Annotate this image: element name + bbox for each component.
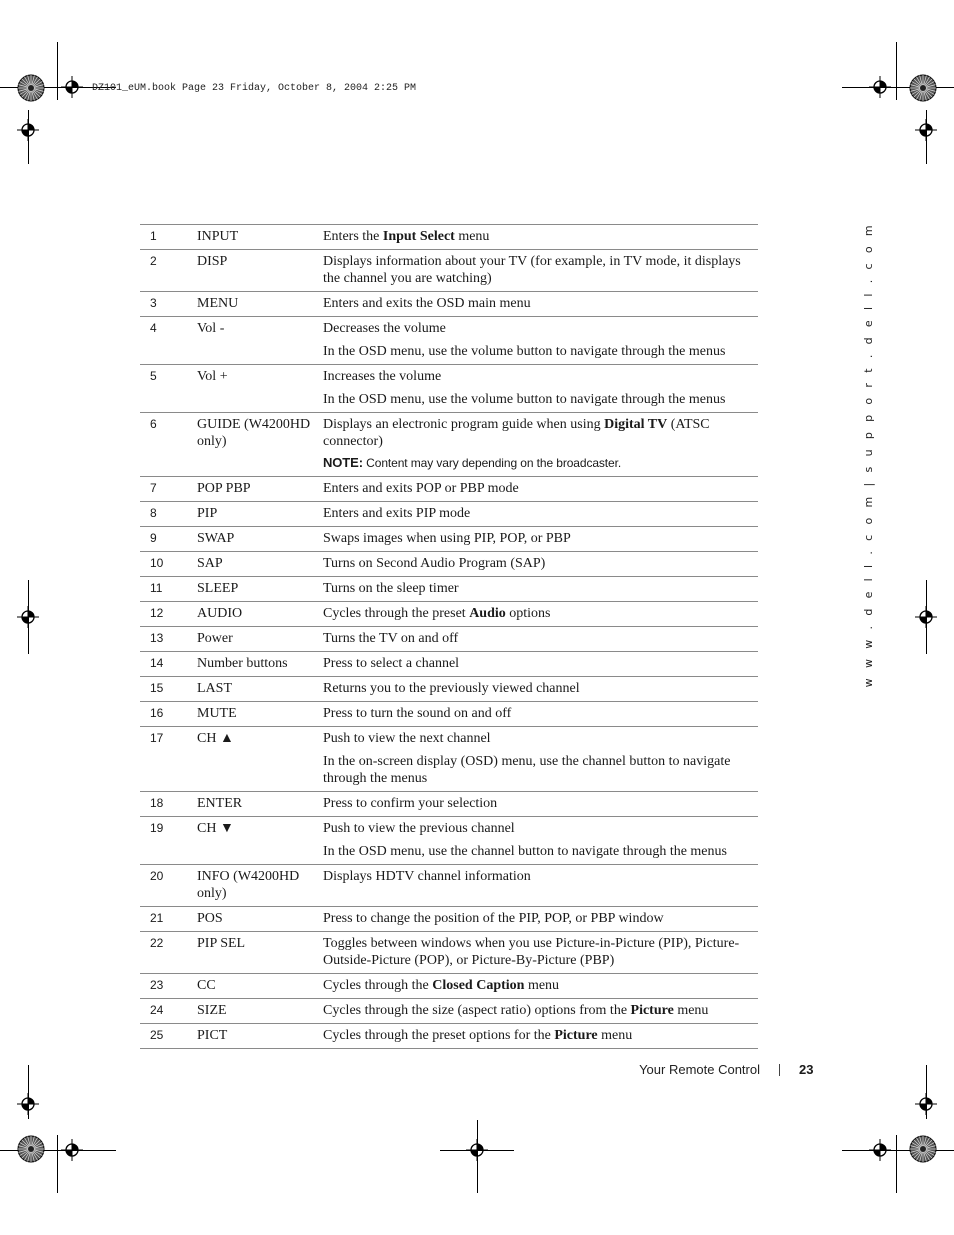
description-paragraph: In the on-screen display (OSD) menu, use the channel button to navigate through the menus bbox=[323, 754, 731, 786]
row-number: 4 bbox=[140, 317, 197, 365]
description-paragraph: Press to change the position of the PIP, POP, or PBP window bbox=[323, 911, 664, 926]
color-rosette-icon bbox=[909, 1135, 937, 1163]
table-row bbox=[140, 292, 758, 317]
button-name: MENU bbox=[197, 292, 323, 317]
table-row bbox=[140, 627, 758, 652]
row-number: 1 bbox=[140, 225, 197, 250]
description-paragraph: Enters the Input Select menu bbox=[323, 229, 490, 244]
row-number: 15 bbox=[140, 677, 197, 702]
button-name: SLEEP bbox=[197, 577, 323, 602]
row-number: 10 bbox=[140, 552, 197, 577]
button-description bbox=[323, 677, 758, 702]
description-paragraph: Enters and exits POP or PBP mode bbox=[323, 481, 519, 496]
table-row bbox=[140, 727, 758, 792]
registration-target-icon bbox=[869, 1139, 891, 1161]
table-row bbox=[140, 1024, 758, 1049]
registration-target-icon bbox=[61, 1139, 83, 1161]
button-description bbox=[323, 365, 758, 413]
row-number: 12 bbox=[140, 602, 197, 627]
description-paragraph: Cycles through the Closed Caption menu bbox=[323, 978, 560, 993]
description-paragraph: Enters and exits the OSD main menu bbox=[323, 296, 531, 311]
row-number: 18 bbox=[140, 792, 197, 817]
description-paragraph: In the OSD menu, use the volume button to navigate through the menus bbox=[323, 344, 726, 359]
button-name: Vol - bbox=[197, 317, 323, 365]
side-url: w w w . d e l l . c o m | s u p p o r t . d e l l . c o m bbox=[862, 222, 875, 688]
button-description bbox=[323, 527, 758, 552]
row-number: 8 bbox=[140, 502, 197, 527]
table-row bbox=[140, 527, 758, 552]
registration-target-icon bbox=[17, 1093, 39, 1115]
row-number: 6 bbox=[140, 413, 197, 477]
button-name: CH ▼ bbox=[197, 817, 323, 865]
button-name: SWAP bbox=[197, 527, 323, 552]
button-name: LAST bbox=[197, 677, 323, 702]
button-description bbox=[323, 865, 758, 907]
footer-separator bbox=[779, 1064, 780, 1076]
row-number: 14 bbox=[140, 652, 197, 677]
button-description bbox=[323, 413, 758, 477]
row-number: 25 bbox=[140, 1024, 197, 1049]
button-name: POP PBP bbox=[197, 477, 323, 502]
row-number: 19 bbox=[140, 817, 197, 865]
description-paragraph: In the OSD menu, use the channel button to navigate through the menus bbox=[323, 844, 727, 859]
description-paragraph: Press to select a channel bbox=[323, 656, 460, 671]
table-row bbox=[140, 317, 758, 365]
table-row bbox=[140, 974, 758, 999]
table-row bbox=[140, 865, 758, 907]
table-row bbox=[140, 250, 758, 292]
row-number: 2 bbox=[140, 250, 197, 292]
description-paragraph: Decreases the volume bbox=[323, 321, 446, 336]
description-paragraph: Displays information about your TV (for example, in TV mode, it displays the channel you are watching) bbox=[323, 254, 741, 286]
description-paragraph: Cycles through the preset options for the Picture menu bbox=[323, 1028, 633, 1043]
description-paragraph: Turns on the sleep timer bbox=[323, 581, 459, 596]
button-name: DISP bbox=[197, 250, 323, 292]
button-description bbox=[323, 1024, 758, 1049]
remote-control-table bbox=[140, 224, 758, 1049]
description-paragraph: Press to confirm your selection bbox=[323, 796, 498, 811]
row-number: 5 bbox=[140, 365, 197, 413]
description-paragraph: Enters and exits PIP mode bbox=[323, 506, 471, 521]
row-number: 9 bbox=[140, 527, 197, 552]
button-description bbox=[323, 792, 758, 817]
table-row bbox=[140, 652, 758, 677]
button-description bbox=[323, 477, 758, 502]
description-paragraph: Turns the TV on and off bbox=[323, 631, 459, 646]
button-description bbox=[323, 250, 758, 292]
description-paragraph: Swaps images when using PIP, POP, or PBP bbox=[323, 531, 571, 546]
button-description bbox=[323, 502, 758, 527]
description-paragraph: Press to turn the sound on and off bbox=[323, 706, 512, 721]
table-row bbox=[140, 577, 758, 602]
table-row bbox=[140, 817, 758, 865]
button-name: CC bbox=[197, 974, 323, 999]
registration-target-icon bbox=[869, 76, 891, 98]
table-row bbox=[140, 502, 758, 527]
registration-target-icon bbox=[17, 119, 39, 141]
button-name: CH ▲ bbox=[197, 727, 323, 792]
description-paragraph: Push to view the previous channel bbox=[323, 821, 515, 836]
button-name: SIZE bbox=[197, 999, 323, 1024]
description-paragraph: Turns on Second Audio Program (SAP) bbox=[323, 556, 546, 571]
table-row bbox=[140, 792, 758, 817]
button-description bbox=[323, 999, 758, 1024]
note: NOTE: Content may vary depending on the broadcaster. bbox=[323, 455, 622, 470]
button-description bbox=[323, 702, 758, 727]
description-paragraph: Displays an electronic program guide when using Digital TV (ATSC connector) bbox=[323, 417, 710, 449]
crop-mark bbox=[57, 1135, 58, 1193]
crop-mark bbox=[57, 42, 58, 100]
registration-target-icon bbox=[17, 606, 39, 628]
table-row bbox=[140, 552, 758, 577]
color-rosette-icon bbox=[17, 1135, 45, 1163]
table-row bbox=[140, 477, 758, 502]
button-name: PICT bbox=[197, 1024, 323, 1049]
button-name: AUDIO bbox=[197, 602, 323, 627]
row-number: 13 bbox=[140, 627, 197, 652]
color-rosette-icon bbox=[17, 74, 45, 102]
table-row bbox=[140, 677, 758, 702]
table-row bbox=[140, 225, 758, 250]
row-number: 7 bbox=[140, 477, 197, 502]
button-description bbox=[323, 627, 758, 652]
button-description bbox=[323, 652, 758, 677]
button-description bbox=[323, 225, 758, 250]
row-number: 11 bbox=[140, 577, 197, 602]
button-description bbox=[323, 817, 758, 865]
description-paragraph: Displays HDTV channel information bbox=[323, 869, 531, 884]
registration-target-icon bbox=[466, 1139, 488, 1161]
button-description bbox=[323, 552, 758, 577]
button-name: PIP SEL bbox=[197, 932, 323, 974]
footer-section-title: Your Remote Control bbox=[639, 1062, 760, 1077]
button-name: Power bbox=[197, 627, 323, 652]
description-paragraph: Cycles through the size (aspect ratio) options from the Picture menu bbox=[323, 1003, 709, 1018]
button-name: MUTE bbox=[197, 702, 323, 727]
button-name: GUIDE (W4200HD only) bbox=[197, 413, 323, 477]
button-name: ENTER bbox=[197, 792, 323, 817]
registration-target-icon bbox=[915, 119, 937, 141]
table-row bbox=[140, 365, 758, 413]
description-paragraph: Increases the volume bbox=[323, 369, 442, 384]
table-row bbox=[140, 413, 758, 477]
button-description bbox=[323, 317, 758, 365]
description-paragraph: Toggles between windows when you use Picture-in-Picture (PIP), Picture-Outside-Picture (POP), or Picture-By-Picture (PBP) bbox=[323, 936, 740, 968]
button-description bbox=[323, 602, 758, 627]
registration-target-icon bbox=[915, 1093, 937, 1115]
description-paragraph: Push to view the next channel bbox=[323, 731, 491, 746]
table-row bbox=[140, 907, 758, 932]
row-number: 23 bbox=[140, 974, 197, 999]
button-name: SAP bbox=[197, 552, 323, 577]
button-description bbox=[323, 727, 758, 792]
table-row bbox=[140, 932, 758, 974]
button-description bbox=[323, 292, 758, 317]
page-number: 23 bbox=[799, 1062, 814, 1077]
description-paragraph: Returns you to the previously viewed channel bbox=[323, 681, 580, 696]
crop-mark bbox=[896, 42, 897, 100]
row-number: 22 bbox=[140, 932, 197, 974]
row-number: 24 bbox=[140, 999, 197, 1024]
row-number: 21 bbox=[140, 907, 197, 932]
row-number: 3 bbox=[140, 292, 197, 317]
crop-mark bbox=[896, 1135, 897, 1193]
button-name: PIP bbox=[197, 502, 323, 527]
table-row bbox=[140, 602, 758, 627]
button-name: Vol + bbox=[197, 365, 323, 413]
button-name: POS bbox=[197, 907, 323, 932]
button-name: INFO (W4200HD only) bbox=[197, 865, 323, 907]
color-rosette-icon bbox=[909, 74, 937, 102]
table-row bbox=[140, 999, 758, 1024]
description-paragraph: In the OSD menu, use the volume button to navigate through the menus bbox=[323, 392, 726, 407]
button-name: INPUT bbox=[197, 225, 323, 250]
row-number: 20 bbox=[140, 865, 197, 907]
button-description bbox=[323, 577, 758, 602]
row-number: 17 bbox=[140, 727, 197, 792]
row-number: 16 bbox=[140, 702, 197, 727]
registration-target-icon bbox=[61, 76, 83, 98]
button-description bbox=[323, 907, 758, 932]
button-description bbox=[323, 932, 758, 974]
description-paragraph: Cycles through the preset Audio options bbox=[323, 606, 551, 621]
button-name: Number buttons bbox=[197, 652, 323, 677]
print-header: DZ101_eUM.book Page 23 Friday, October 8, 2004 2:25 PM bbox=[92, 83, 417, 94]
button-description bbox=[323, 974, 758, 999]
registration-target-icon bbox=[915, 606, 937, 628]
table-row bbox=[140, 702, 758, 727]
